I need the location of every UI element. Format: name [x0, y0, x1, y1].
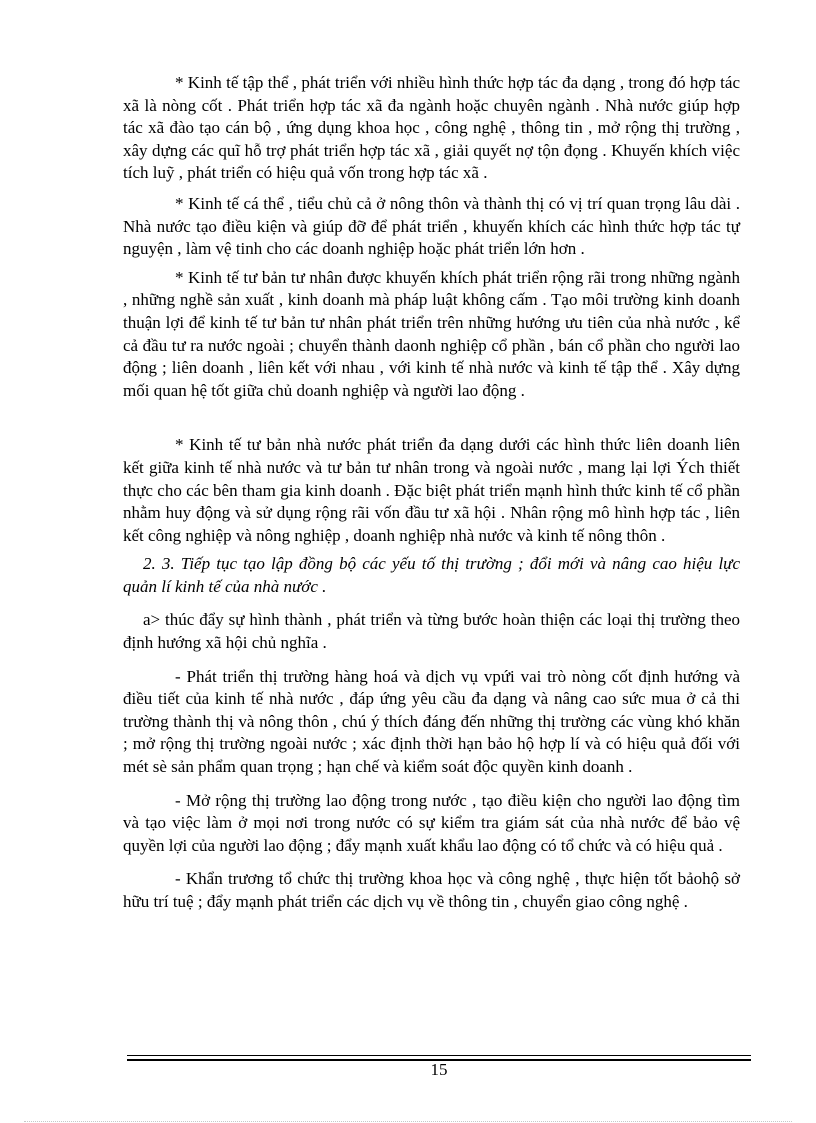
paragraph-market-formation: a> thúc đẩy sự hình thành , phát triển và từng bước hoàn thiện các loại thị trường theo định hướng xã hội chủ nghĩa .: [123, 610, 740, 653]
page-edge-dotted-line: [24, 1121, 792, 1122]
paragraph-collective-economy: * Kinh tế tập thể , phát triển với nhiều hình thức hợp tác đa dạng , trong đó hợp tác xã là nòng cốt . Phát triển hợp tác xã đa ngành hoặc chuyên ngành . Nhà nước giúp hợp tác xã đào tạo cán bộ , ứng dụng khoa học , công nghệ , thông tin , mở rộng thị trường , xây dựng các quĩ hỗ trợ phát triển hợp tác xã , giải quyết nợ tộn đọng . Khuyến khích việc tích luỹ , phát triển có hiệu quả vốn trong hợp tác xã .: [123, 73, 740, 183]
paragraph-labour-market: - Mở rộng thị trường lao động trong nước , tạo điều kiện cho người lao động tìm và tạo việc làm ở mọi nơi trong nước có sự kiểm tra giám sát của nhà nước để bảo vệ quyền lợi của người lao động ; đẩy mạnh xuất khẩu lao động có tổ chức và có hiệu quả .: [123, 790, 740, 855]
paragraph-individual-economy: * Kinh tế cá thể , tiểu chủ cả ở nông thôn và thành thị có vị trí quan trọng lâu dài . Nhà nước tạo điều kiện và giúp đỡ để phát triển , khuyến khích các hình thức hợp tác tự nguyện , làm vệ tinh cho các doanh nghiệp hoặc phát triển lớn hơn .: [123, 193, 740, 259]
paragraph-state-capital: * Kinh tế tư bản nhà nước phát triển đa dạng dưới các hình thức liên doanh liên kết giữa kinh tế nhà nước và tư bản tư nhân trong và ngoài nước , mang lại lợi Ých thiết thực cho các bên tham gia kinh doanh . Đặc biệt phát triển mạnh hình thức kinh tế cổ phần nhằm huy động và sử dụng rộng rãi vốn đầu tư xã hội . Nhân rộng mô hình hợp tác , liên kết công nghiệp và nông nghiệp , doanh nghiệp nhà nước và kinh tế nông thôn .: [123, 435, 740, 545]
section-heading: 2. 3. Tiếp tục tạo lập đồng bộ các yếu tố thị trường ; đổi mới và nâng cao hiệu lực quản lí kinh tế của nhà nước .: [123, 554, 740, 596]
paragraph-goods-services-market: - Phát triển thị trường hàng hoá và dịch vụ vpứi vai trò nòng cốt định hướng và điều tiết của kinh tế nhà nước , đáp ứng yêu cầu đa dạng và nâng cao sức mua ở cả thi trường thành thị và nông thôn , chú ý thích đáng đến những thị trường các vùng khó khăn ; mở rộng thị trường ngoài nước ; xác định thời hạn bảo hộ hợp lí và có hiệu quả đối với mét sè sản phẩm quan trọng ; hạn chế và kiểm soát độc quyền kinh doanh .: [123, 666, 740, 777]
page-body: [123, 72, 740, 914]
footer-rule-top: [127, 1055, 751, 1056]
paragraph-private-capital: * Kinh tế tư bản tư nhân được khuyến khích phát triển rộng rãi trong những ngành , những nghề sản xuất , kinh doanh mà pháp luật không cấm . Tạo môi trường kinh doanh thuận lợi để kinh tế tư bản tư nhân phát triển trên những hướng ưu tiên của nhà nước , kể cả đầu tư ra nước ngoài ; chuyển thành daonh nghiệp cổ phần , bán cổ phần cho người lao động ; liên doanh , liên kết với nhau , với kinh tế nhà nước và kinh tế tập thể . Xây dựng mối quan hệ tốt giữa chủ doanh nghiệp và người lao động .: [123, 267, 740, 400]
paragraph-science-tech-market: - Khẩn trương tổ chức thị trường khoa học và công nghệ , thực hiện tốt bảohộ sở hữu trí tuệ ; đẩy mạnh phát triển các dịch vụ về thông tin , chuyển giao công nghệ .: [123, 869, 740, 911]
page-number: 15: [430, 1060, 448, 1079]
